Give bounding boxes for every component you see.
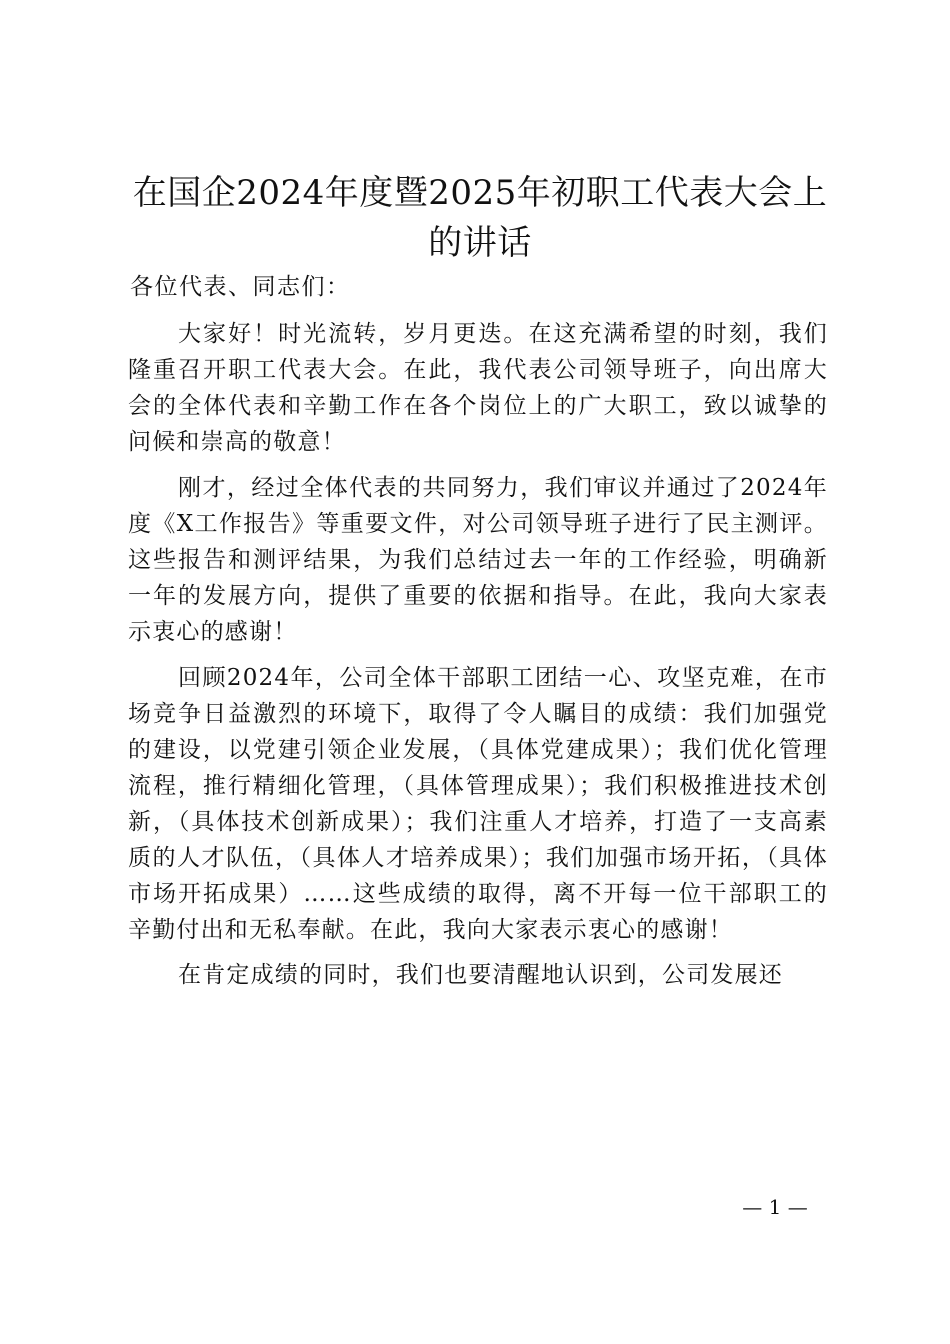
paragraph-achievements: 回顾2024年，公司全体干部职工团结一心、攻坚克难，在市场竞争日益激烈的环境下，取得了令人瞩目的成绩：我们加强党的建设，以党建引领企业发展，（具体党建成果）；我们优化管理流程，推行精细化管理，（具体管理成果）；我们积极推进技术创新，（具体技术创新成果）；我们注重人才培养，打造了一支高素质的人才队伍，（具体人才培养成果）；我们加强市场开拓，（具体市场开拓成果）……这些成绩的取得，离不开每一位干部职工的辛勤付出和无私奉献。在此，我向大家表示衷心的感谢！ bbox=[128, 665, 828, 943]
paragraph-review-documents: 刚才，经过全体代表的共同努力，我们审议并通过了2024年度《X工作报告》等重要文件，对公司领导班子进行了民主测评。这些报告和测评结果，为我们总结过去一年的工作经验，明确新一年的发展方向，提供了重要的依据和指导。在此，我向大家表示衷心的感谢！ bbox=[128, 475, 828, 645]
document-body bbox=[128, 316, 828, 1002]
document-title: 在国企2024年度暨2025年初职工代表大会上的讲话 bbox=[132, 173, 828, 263]
paragraph-greeting: 大家好！时光流转，岁月更迭。在这充满希望的时刻，我们隆重召开职工代表大会。在此，我代表公司领导班子，向出席大会的全体代表和辛勤工作在各个岗位上的广大职工，致以诚挚的问候和崇高的敬意！ bbox=[128, 321, 828, 455]
page-number: — 1 — bbox=[742, 1195, 808, 1219]
salutation: 各位代表、同志们： bbox=[130, 274, 351, 300]
paragraph-challenges: 在肯定成绩的同时，我们也要清醒地认识到，公司发展还 bbox=[178, 962, 783, 988]
